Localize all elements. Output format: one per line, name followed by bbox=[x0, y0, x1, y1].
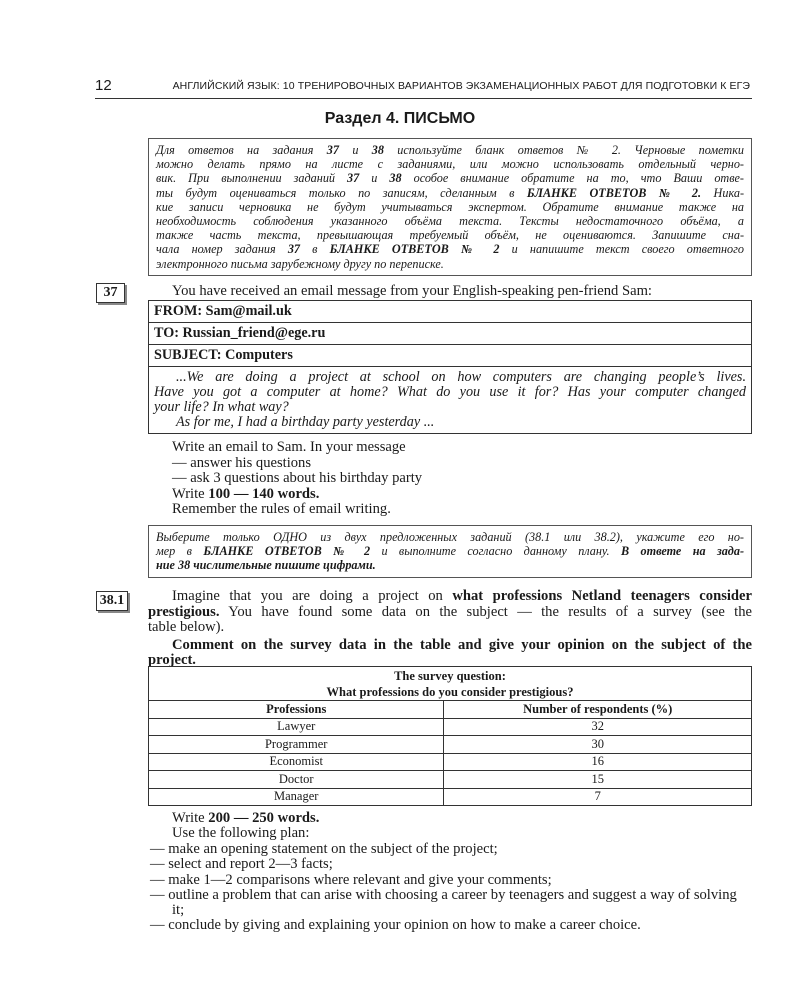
bold-text: 37 bbox=[326, 143, 339, 157]
email-to: TO: Russian_friend@ege.ru bbox=[149, 323, 752, 345]
table-row bbox=[149, 736, 752, 754]
table-row bbox=[149, 771, 752, 789]
email-body bbox=[149, 367, 752, 434]
bold-text: 37 bbox=[347, 171, 360, 186]
bold-text: БЛАНКЕ ОТВЕТОВ № 2. bbox=[526, 185, 702, 200]
text: чала номер задания bbox=[156, 242, 288, 257]
table-row bbox=[149, 718, 752, 736]
box-line bbox=[156, 257, 744, 271]
bold-text: В ответе на зада- bbox=[620, 544, 745, 559]
profession: Doctor bbox=[149, 771, 444, 789]
task38-plan bbox=[172, 811, 752, 842]
column-header: Number of respondents (%) bbox=[444, 701, 752, 719]
write-label: Write bbox=[172, 810, 209, 826]
task-number-38-1: 38.1 bbox=[96, 591, 128, 611]
text: ты будут оцениваться только по записям, сделанным в bbox=[156, 185, 527, 200]
write-label: Write bbox=[172, 485, 209, 502]
instruction-line: — ask 3 questions about his birthday party bbox=[172, 470, 423, 486]
text: мер в bbox=[156, 544, 204, 559]
bold-text: 38 bbox=[371, 143, 384, 157]
text: Для ответов на задания bbox=[156, 143, 327, 157]
text: Imagine that you are doing a project on bbox=[172, 588, 453, 604]
comment-instruction: project. bbox=[148, 652, 196, 668]
box-line bbox=[156, 157, 744, 171]
survey-table bbox=[148, 666, 752, 806]
text: Выберите только ОДНО из двух предложенных заданий (38.1 или 38.2), укажите его но- bbox=[156, 530, 744, 544]
table-row bbox=[149, 788, 752, 806]
plan-item: — make 1—2 comparisons where relevant and give your comments; bbox=[150, 871, 552, 888]
respondents-percent: 7 bbox=[444, 788, 752, 806]
box-line bbox=[156, 530, 744, 544]
text: кие записи черновика не будут учитываться экспертом. Обратите внимание также на bbox=[156, 199, 744, 214]
task38-line bbox=[148, 605, 752, 621]
bold-text: ние 38 числительные пишите цифрами. bbox=[156, 558, 376, 573]
email-body-line: your life? In what way? bbox=[154, 399, 289, 415]
email-message bbox=[148, 300, 752, 434]
task-number-37: 37 bbox=[96, 283, 125, 303]
text: можно делать прямо на листе с заданиями, или можно использовать отдельный черно- bbox=[156, 157, 744, 172]
email-body-line: As for me, I had a birthday party yesterday ... bbox=[176, 414, 435, 430]
caption-line: The survey question: bbox=[394, 668, 506, 683]
plan-item: — outline a problem that can arise with choosing a career by teenagers and suggest a way of solving it; bbox=[150, 886, 737, 919]
word-count: 200 — 250 words. bbox=[208, 810, 320, 826]
word-count-line bbox=[172, 811, 752, 826]
instruction-line: Remember the rules of email writing. bbox=[172, 501, 391, 517]
survey-caption bbox=[149, 667, 752, 701]
box-line bbox=[156, 228, 744, 242]
respondents-percent: 15 bbox=[444, 771, 752, 789]
choice-box bbox=[148, 525, 752, 578]
respondents-percent: 32 bbox=[444, 718, 752, 736]
bold-text: 38 bbox=[389, 171, 402, 186]
box-line bbox=[156, 544, 744, 558]
task37-intro: You have received an email message from your English-speaking pen-friend Sam: bbox=[172, 283, 652, 299]
respondents-percent: 30 bbox=[444, 736, 752, 754]
box-line bbox=[156, 200, 744, 214]
word-count: 100 — 140 words. bbox=[208, 485, 320, 502]
plan-list bbox=[150, 842, 752, 934]
task38-line: table below). bbox=[148, 619, 225, 635]
text: особое внимание обратите на то, что Ваши отве- bbox=[401, 171, 744, 186]
topic: what professions Netland teenagers consider bbox=[452, 588, 752, 604]
email-body-line: Have you got a computer at home? What do you use it for? Has your computer changed bbox=[154, 384, 746, 400]
caption-line: What professions do you consider prestigious? bbox=[326, 684, 574, 699]
box-line bbox=[156, 558, 744, 572]
page-number: 12 bbox=[95, 77, 112, 94]
profession: Lawyer bbox=[149, 718, 444, 736]
instructions-box bbox=[148, 138, 752, 276]
email-from: FROM: Sam@mail.uk bbox=[149, 301, 752, 323]
task37-instructions bbox=[172, 440, 422, 518]
bold-text: БЛАНКЕ ОТВЕТОВ № 2 bbox=[329, 242, 500, 257]
comment-instruction: Comment on the survey data in the table and give your opinion on the subject of the bbox=[172, 636, 752, 653]
word-count-line bbox=[172, 487, 422, 503]
text: необходимость соблюдения указанного объёма текста. Тексты недостаточного объёма, а bbox=[156, 214, 744, 229]
text: Ника- bbox=[701, 185, 745, 200]
plan-item: — select and report 2—3 facts; bbox=[150, 856, 333, 873]
text: также часть текста, превышающая требуемый объём, не оцениваются. Запишите сна- bbox=[156, 228, 744, 243]
profession: Programmer bbox=[149, 736, 444, 754]
text: вик. При выполнении заданий bbox=[156, 171, 348, 186]
text: электронного письма зарубежному другу по переписке. bbox=[156, 256, 444, 271]
text: и напишите текст своего ответного bbox=[499, 242, 744, 257]
text: используйте бланк ответов № 2. Черновые пометки bbox=[383, 143, 744, 157]
instruction-line: Write an email to Sam. In your message bbox=[172, 439, 406, 455]
column-header: Professions bbox=[149, 701, 444, 719]
box-line bbox=[156, 171, 744, 185]
task38-intro bbox=[148, 589, 752, 669]
task38-line bbox=[148, 589, 752, 605]
text: в bbox=[300, 242, 330, 257]
plan-item: — conclude by giving and explaining your opinion on how to make a career choice. bbox=[150, 917, 641, 934]
text: и bbox=[338, 143, 372, 157]
bold-text: БЛАНКЕ ОТВЕТОВ № 2 bbox=[203, 544, 371, 559]
box-line bbox=[156, 186, 744, 200]
topic: prestigious. bbox=[148, 603, 220, 620]
profession: Manager bbox=[149, 788, 444, 806]
table-row bbox=[149, 753, 752, 771]
header-divider bbox=[95, 98, 752, 99]
text: и bbox=[359, 171, 390, 186]
email-subject: SUBJECT: Computers bbox=[149, 345, 752, 367]
plan-intro: Use the following plan: bbox=[172, 825, 310, 842]
respondents-percent: 16 bbox=[444, 753, 752, 771]
plan-item: — make an opening statement on the subject of the project; bbox=[150, 841, 498, 857]
instruction-line: — answer his questions bbox=[172, 454, 312, 471]
bold-text: 37 bbox=[287, 242, 301, 257]
section-title: Раздел 4. ПИСЬМО bbox=[324, 110, 476, 127]
email-body-line: ...We are doing a project at school on how computers are changing people’s lives. bbox=[176, 369, 746, 385]
box-line bbox=[156, 214, 744, 228]
profession: Economist bbox=[149, 753, 444, 771]
text: You have found some data on the subject — the results of a survey (see the bbox=[219, 603, 752, 620]
box-line bbox=[156, 242, 744, 256]
book-title: АНГЛИЙСКИЙ ЯЗЫК: 10 ТРЕНИРОВОЧНЫХ ВАРИАНТОВ ЭКЗАМЕНАЦИОННЫХ РАБОТ ДЛЯ ПОДГОТОВКИ К ЕГЭ bbox=[172, 80, 750, 92]
box-line bbox=[156, 143, 744, 157]
text: и выполните согласно данному плану. bbox=[370, 544, 621, 559]
